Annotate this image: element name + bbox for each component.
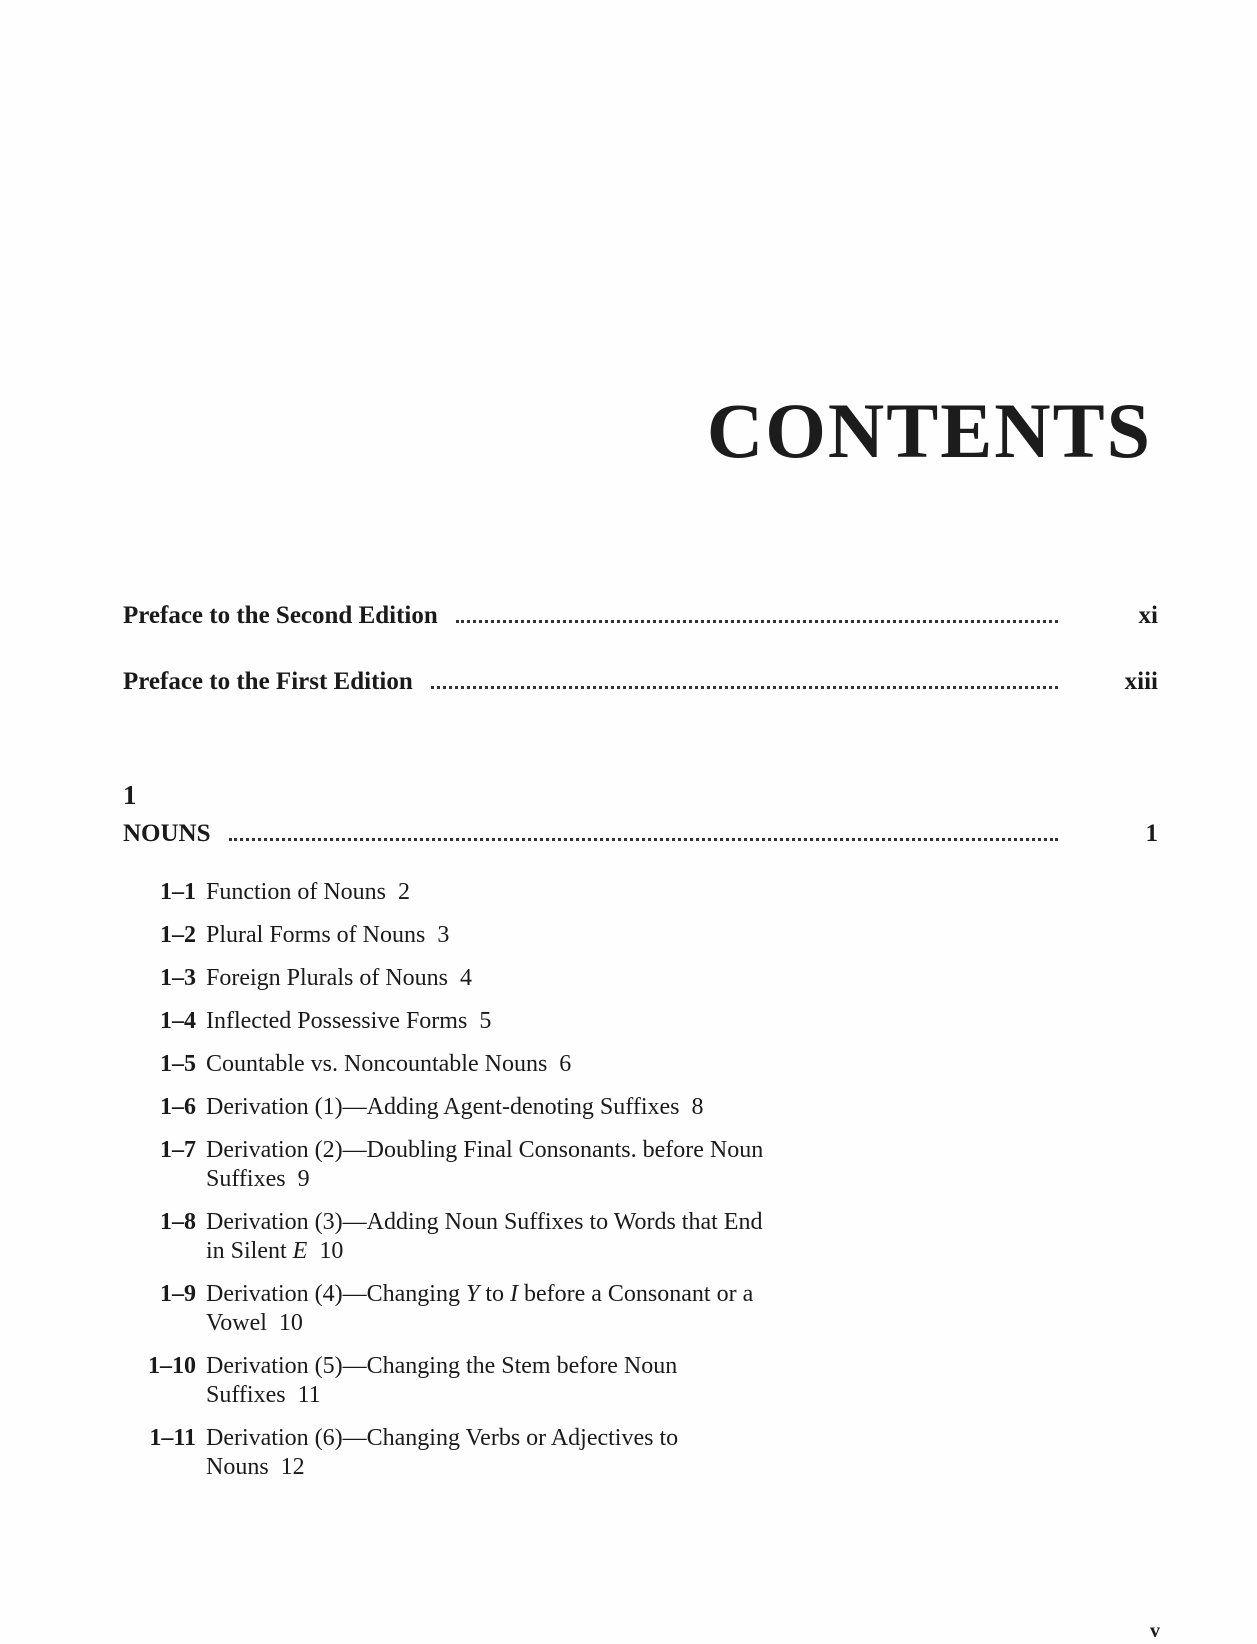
section-title-italic: I xyxy=(509,1281,518,1307)
section-title xyxy=(206,921,780,950)
section-title-text: Derivation (4)—Changing xyxy=(206,1281,466,1307)
section-page: 12 xyxy=(280,1454,305,1480)
section-title-text: Derivation (6)—Changing Verbs or Adjectives to Nouns xyxy=(206,1425,679,1480)
dot-leader xyxy=(229,838,1058,841)
section-title xyxy=(206,1007,780,1036)
section-title xyxy=(206,1208,780,1266)
section-title-italic: Y xyxy=(465,1281,480,1307)
section-number: 1–4 xyxy=(160,1008,196,1034)
section-title xyxy=(206,964,780,993)
section-page: 8 xyxy=(691,1094,704,1120)
chapter-page: 1 xyxy=(1145,820,1158,847)
dot-leader xyxy=(431,686,1058,689)
section-number: 1–3 xyxy=(160,965,196,991)
section-list xyxy=(140,878,780,1496)
section-title-text: Derivation (1)—Adding Agent-denoting Suffixes xyxy=(206,1094,680,1120)
toc-entry-preface-second xyxy=(123,602,1158,642)
section-entry xyxy=(140,1352,780,1410)
section-number: 1–11 xyxy=(149,1425,196,1451)
toc-entry-preface-first xyxy=(123,668,1158,708)
section-number: 1–1 xyxy=(160,879,196,905)
section-title xyxy=(206,1093,780,1122)
section-title xyxy=(206,1050,780,1079)
section-title-text: Inflected Possessive Forms xyxy=(206,1008,468,1034)
section-entry xyxy=(140,921,780,950)
toc-entry-chapter xyxy=(123,820,1158,860)
section-title-text: Plural Forms of Nouns xyxy=(206,922,426,948)
section-entry xyxy=(140,964,780,993)
section-page: 10 xyxy=(319,1238,344,1264)
section-title-text: Derivation (5)—Changing the Stem before Noun Suffixes xyxy=(206,1353,678,1408)
section-title-text: Derivation (2)—Doubling Final Consonants. before Noun Suffixes xyxy=(206,1137,764,1192)
page-title: CONTENTS xyxy=(706,387,1152,474)
section-page: 5 xyxy=(479,1008,492,1034)
section-entry xyxy=(140,878,780,907)
section-page: 3 xyxy=(437,922,450,948)
section-page: 11 xyxy=(297,1382,321,1408)
section-page: 2 xyxy=(398,879,410,905)
section-title-text: Foreign Plurals of Nouns xyxy=(206,965,448,991)
section-number: 1–10 xyxy=(148,1353,196,1379)
section-entry xyxy=(140,1093,780,1122)
section-number: 1–7 xyxy=(160,1137,196,1163)
section-entry xyxy=(140,1007,780,1036)
section-page: 9 xyxy=(297,1166,310,1192)
section-number: 1–5 xyxy=(160,1051,196,1077)
section-title-italic: E xyxy=(292,1238,308,1264)
toc-entry-label: Preface to the Second Edition xyxy=(123,602,438,629)
section-title-text: Derivation (3)—Adding Noun Suffixes to Words that End in Silent xyxy=(206,1209,763,1264)
chapter-number: 1 xyxy=(123,780,137,810)
section-title-text: Countable vs. Noncountable Nouns xyxy=(206,1051,548,1077)
section-title xyxy=(206,1136,780,1194)
section-title xyxy=(206,1352,780,1410)
section-number: 1–6 xyxy=(160,1094,196,1120)
section-title-text: to xyxy=(479,1281,510,1307)
page-folio: v xyxy=(1150,1620,1160,1642)
section-number: 1–8 xyxy=(160,1209,196,1235)
section-page: 4 xyxy=(460,965,472,991)
section-entry xyxy=(140,1424,780,1482)
toc-entry-page: xiii xyxy=(1124,668,1158,695)
section-title xyxy=(206,878,780,907)
toc-entry-label: Preface to the First Edition xyxy=(123,668,413,695)
section-title xyxy=(206,1424,780,1482)
section-entry xyxy=(140,1050,780,1079)
section-entry xyxy=(140,1280,780,1338)
section-entry xyxy=(140,1208,780,1266)
toc-entry-page: xi xyxy=(1138,602,1158,629)
section-page: 6 xyxy=(559,1051,572,1077)
section-number: 1–9 xyxy=(160,1281,196,1307)
section-title-text: Function of Nouns xyxy=(206,879,386,905)
section-title-text: before a Consonant or a Vowel xyxy=(206,1281,754,1336)
dot-leader xyxy=(456,620,1058,623)
section-title xyxy=(206,1280,780,1338)
section-number: 1–2 xyxy=(160,922,196,948)
chapter-title: NOUNS xyxy=(123,820,211,847)
section-entry xyxy=(140,1136,780,1194)
section-page: 10 xyxy=(278,1310,303,1336)
